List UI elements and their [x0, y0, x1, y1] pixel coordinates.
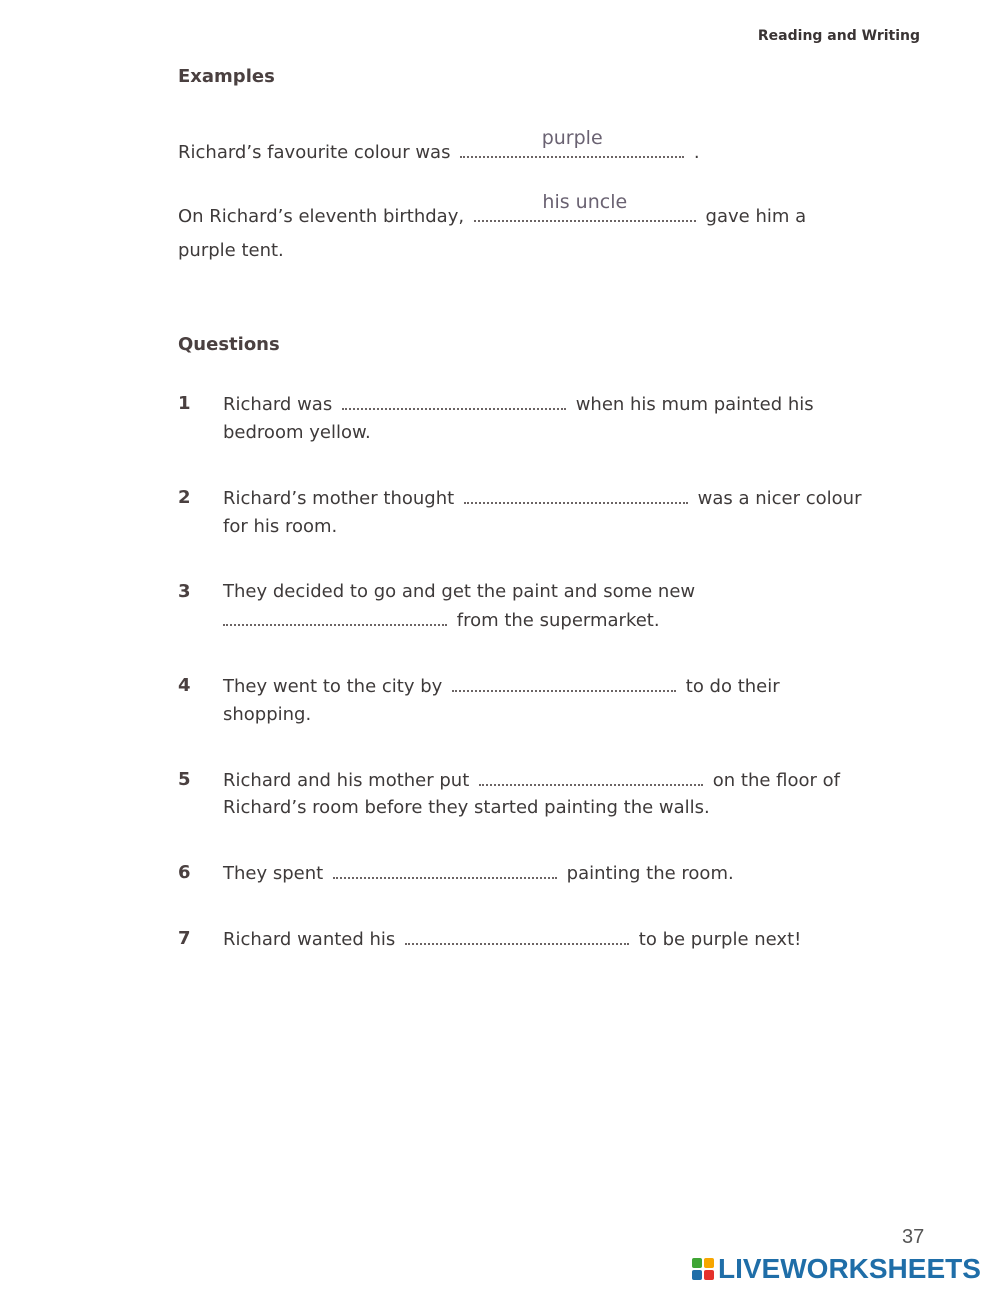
- liveworksheets-icon: [692, 1258, 714, 1280]
- question-number: 1: [178, 393, 191, 414]
- question-number: 2: [178, 487, 191, 508]
- example-2-text-after: gave him a: [705, 206, 807, 227]
- brand-name: LIVEWORKSHEETS: [718, 1253, 981, 1284]
- question-text-after: painting the room.: [566, 863, 734, 884]
- question-number: 5: [178, 769, 191, 790]
- question-text-after: to be purple next!: [638, 929, 802, 950]
- example-1-text-after: .: [693, 142, 700, 163]
- example-1-blank: [460, 127, 684, 158]
- question-text-before: Richard wanted his: [223, 929, 396, 950]
- answer-blank-5[interactable]: [479, 766, 703, 786]
- answer-blank-2[interactable]: [464, 484, 688, 504]
- question-text-before: They went to the city by: [223, 676, 443, 697]
- liveworksheets-logo[interactable]: [692, 1252, 981, 1286]
- section-title: Reading and Writing: [757, 28, 920, 44]
- question-line-2: for his room.: [223, 516, 338, 537]
- question-text-after: on the floor of: [712, 770, 840, 791]
- question-line-2: bedroom yellow.: [223, 422, 371, 443]
- example-2-text-before: On Richard’s eleventh birthday,: [178, 206, 465, 227]
- page-number: 37: [902, 1226, 925, 1248]
- example-2: [178, 191, 807, 231]
- example-2-blank: [474, 191, 696, 222]
- example-1-text-before: Richard’s favourite colour was: [178, 142, 451, 163]
- question-number: 4: [178, 675, 191, 696]
- answer-blank-7[interactable]: [405, 925, 629, 945]
- answer-blank-6[interactable]: [333, 859, 557, 879]
- question-text-before: Richard and his mother put: [223, 770, 470, 791]
- example-2-answer: his uncle: [542, 191, 628, 213]
- question-text-after: was a nicer colour: [697, 488, 862, 509]
- example-1-answer: purple: [541, 127, 603, 149]
- example-2-line-2: purple tent.: [178, 240, 284, 261]
- example-1: [178, 127, 700, 167]
- question-number: 3: [178, 581, 191, 602]
- question-text-after: when his mum painted his: [575, 394, 814, 415]
- question-line-2: Richard’s room before they started painting the walls.: [223, 797, 710, 818]
- question-number: 6: [178, 862, 191, 883]
- question-number: 7: [178, 928, 191, 949]
- answer-blank-3[interactable]: [223, 606, 447, 626]
- question-text-before: They spent: [223, 863, 324, 884]
- question-text-after: from the supermarket.: [456, 610, 660, 631]
- question-text-before: Richard was: [223, 394, 333, 415]
- question-text-before: Richard’s mother thought: [223, 488, 455, 509]
- answer-blank-4[interactable]: [452, 672, 676, 692]
- questions-heading: Questions: [178, 334, 280, 355]
- question-line-1: They decided to go and get the paint and some new: [223, 581, 696, 602]
- answer-blank-1[interactable]: [342, 390, 566, 410]
- question-text-after: to do their: [685, 676, 780, 697]
- examples-heading: Examples: [178, 66, 275, 87]
- question-line-2: shopping.: [223, 704, 312, 725]
